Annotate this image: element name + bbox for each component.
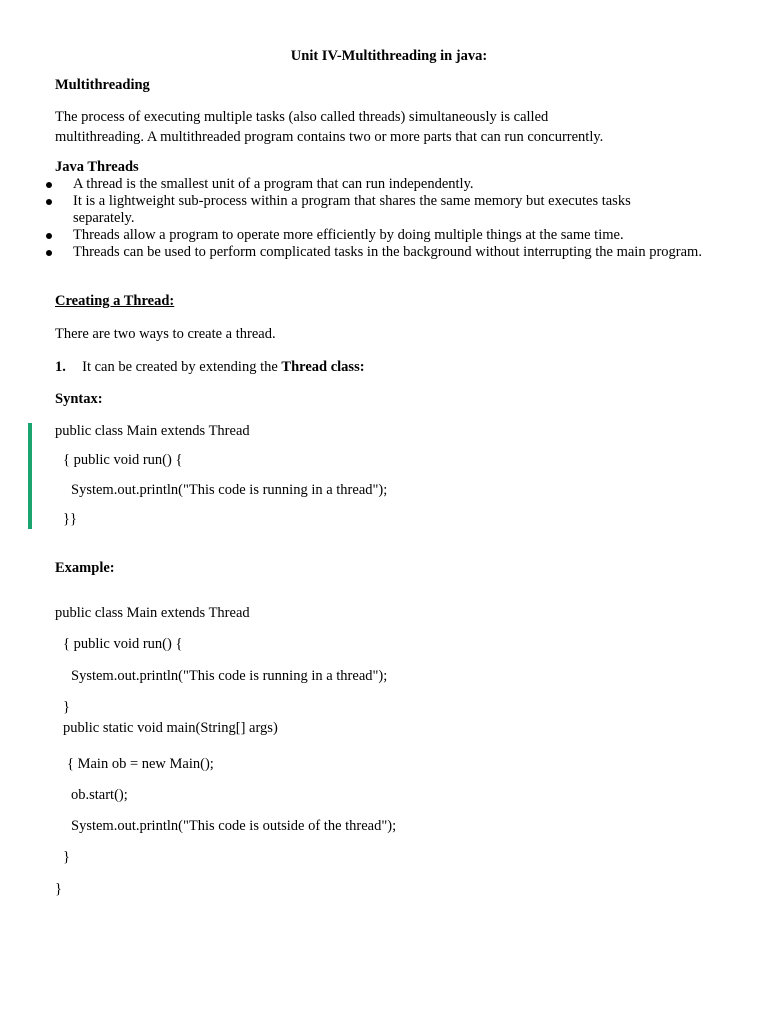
syntax-code-line: public class Main extends Thread — [55, 423, 250, 439]
bullet-text: It is a lightweight sub-process within a program that shares the same memory but executes tasks separately. — [73, 193, 631, 226]
example-code-line: public static void main(String[] args) — [63, 720, 278, 736]
example-code-line: } — [63, 849, 70, 865]
syntax-label: Syntax: — [55, 391, 103, 407]
bullet-text: Threads allow a program to operate more efficiently by doing multiple things at the same time. — [73, 227, 624, 243]
example-code-line: } — [55, 881, 62, 897]
example-code-line: System.out.println("This code is outside of the thread"); — [71, 818, 397, 834]
example-code-line: { public void run() { — [63, 636, 183, 652]
example-code-line: System.out.println("This code is running in a thread"); — [71, 668, 388, 684]
example-code-line: public class Main extends Thread — [55, 605, 250, 621]
list-item — [45, 193, 683, 227]
multithreading-para-line2: multithreading. A multithreaded program contains two or more parts that can run concurrently. — [55, 129, 604, 145]
list-item — [45, 244, 703, 261]
syntax-code-line: System.out.println("This code is running in a thread"); — [71, 482, 388, 498]
bullet-icon — [46, 182, 52, 188]
bullet-text: Threads can be used to perform complicated tasks in the background without interrupting the main program. — [73, 244, 702, 260]
syntax-code-line: { public void run() { — [63, 452, 183, 468]
creating-intro: There are two ways to create a thread. — [55, 326, 276, 342]
list-item — [45, 227, 685, 244]
item-number: 1. — [55, 359, 66, 375]
code-accent-bar — [28, 423, 32, 529]
creating-item-1 — [55, 359, 365, 376]
bullet-icon — [46, 250, 52, 256]
multithreading-para-line1: The process of executing multiple tasks (also called threads) simultaneously is called — [55, 109, 549, 125]
example-code-line: { Main ob = new Main(); — [67, 756, 214, 772]
bullet-icon — [46, 199, 52, 205]
bullet-icon — [46, 233, 52, 239]
list-item — [45, 176, 685, 193]
creating-thread-heading: Creating a Thread: — [55, 293, 175, 309]
multithreading-heading: Multithreading — [55, 77, 150, 93]
java-threads-list — [45, 176, 702, 261]
example-label: Example: — [55, 560, 115, 576]
syntax-code-line: }} — [63, 511, 77, 527]
example-code-line: ob.start(); — [71, 787, 128, 803]
bullet-text: A thread is the smallest unit of a program that can run independently. — [73, 176, 474, 192]
item-text: It can be created by extending the — [82, 359, 282, 375]
item-bold-text: Thread class: — [281, 359, 365, 375]
java-threads-heading: Java Threads — [55, 159, 139, 175]
example-code-line: } — [63, 699, 70, 715]
page-title: Unit IV-Multithreading in java: — [290, 48, 488, 64]
